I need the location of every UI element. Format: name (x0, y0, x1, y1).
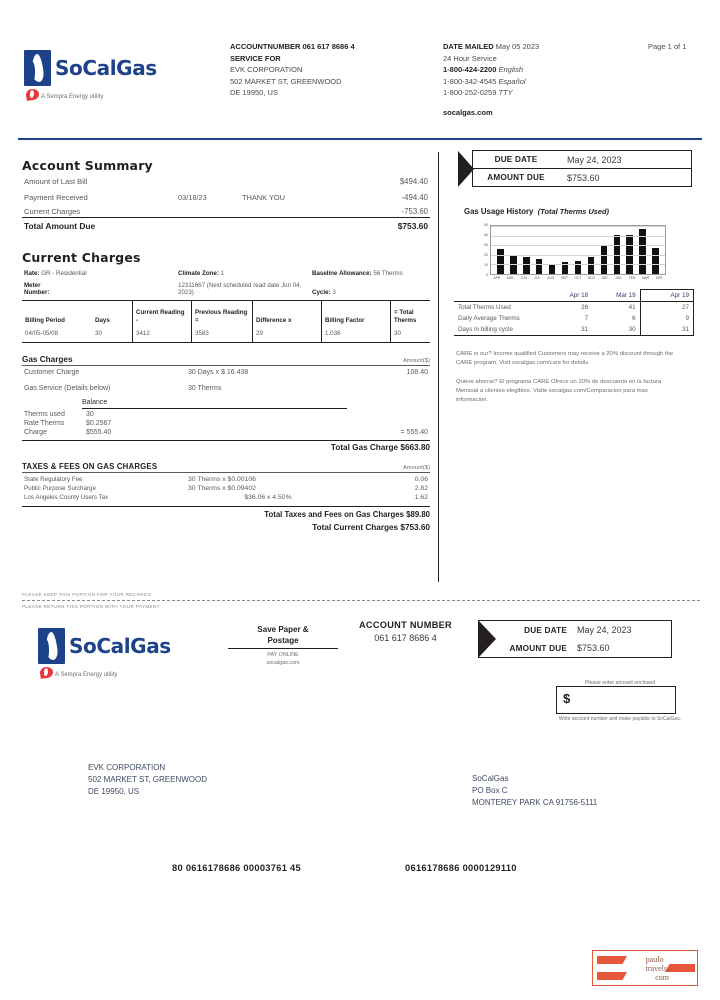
meter-cell (22, 278, 176, 297)
table-row (454, 324, 694, 336)
chart-gridline (491, 236, 665, 237)
socalgas-logo (24, 50, 157, 100)
billing-period-table (22, 300, 430, 343)
table-row (22, 203, 430, 218)
header-divider (18, 138, 702, 140)
taxes-title: TAXES & FEES ON GAS CHARGES (22, 462, 158, 471)
stub-customer-address-1: 502 MARKET ST, GREENWOOD (88, 775, 207, 784)
chart-y-tick: 10 (484, 263, 488, 267)
col-previous-reading: Previous Reading = (192, 301, 253, 326)
customer-charge-calc: 30 Days x $ 16.438 (188, 369, 249, 376)
summary-label: Amount of Last Bill (24, 177, 88, 186)
customer-charge-amount: 108.40 (406, 369, 428, 376)
amount-enclosed-input[interactable] (556, 686, 676, 714)
usage-cell: 31 (545, 324, 592, 336)
cell-current-reading: 3412 (133, 325, 192, 343)
chart-gridline (491, 226, 665, 227)
remit-address-1: PO Box C (472, 786, 508, 795)
gas-detail-table (22, 410, 430, 437)
total-due-amount: $753.60 (354, 218, 430, 233)
usage-cell: 27 (640, 302, 693, 314)
phone-spanish-row (443, 76, 623, 88)
chart-y-axis (476, 225, 489, 275)
customer-name: EVK CORPORATION (230, 65, 303, 74)
socalgas-logo-stub (38, 628, 171, 678)
chart-bar (549, 264, 556, 274)
stub-account-number-value: 061 617 8686 4 (374, 633, 437, 643)
customer-address-2: DE 19950, US (230, 88, 278, 97)
table-row (22, 475, 430, 484)
table-row-total (22, 218, 430, 233)
brand-name-stub: SoCalGas (69, 634, 171, 658)
total-taxes-row (22, 510, 430, 519)
usage-row-label: Daily Average Therms (458, 315, 520, 322)
col-total-therms: = Total Therms (391, 301, 431, 326)
date-mailed-label: DATE MAILED (443, 42, 494, 51)
date-mailed-value: May 05 2023 (495, 42, 540, 51)
chart-x-tick: MAY (506, 276, 514, 280)
amount-due-row (473, 168, 691, 186)
watermark-line-3: com (655, 973, 669, 982)
cell-billing-factor: 1.036 (322, 325, 391, 343)
pay-online-label: PAY ONLINE (267, 652, 299, 658)
tax-calc: $36.06 x 4.50% (244, 494, 292, 501)
summary-note (240, 203, 354, 218)
stub-customer-name: EVK CORPORATION (88, 763, 166, 772)
save-paper-line1: Save Paper & (257, 625, 309, 634)
summary-date (176, 203, 240, 218)
meter-value-cell (176, 278, 310, 297)
chart-bar (601, 245, 608, 274)
chart-y-tick: 40 (484, 233, 488, 237)
usage-col-apr18: Apr 18 (545, 290, 592, 302)
table-row (22, 493, 430, 502)
gas-charges-title: Gas Charges (22, 355, 73, 364)
table-row (22, 428, 430, 437)
tax-label: Los Angeles County Users Tax (24, 494, 109, 501)
chart-gridline (491, 264, 665, 265)
account-summary-title: Account Summary (22, 158, 153, 173)
current-charges-title: Current Charges (22, 250, 141, 265)
summary-date (176, 176, 240, 187)
chart-x-tick: SEP (561, 276, 568, 280)
phone-spanish-lang: Español (498, 76, 526, 86)
chart-x-tick: AUG (547, 276, 555, 280)
stub-customer-address-2: DE 19950, US (88, 787, 140, 796)
table-row (22, 484, 430, 493)
chart-x-tick: JUL (534, 276, 541, 280)
service-hours: 24 Hour Service (443, 53, 497, 63)
chart-y-tick: 20 (484, 253, 488, 257)
col-current-reading: Current Reading - (133, 301, 192, 326)
total-due-label: Total Amount Due (22, 218, 176, 233)
table-row (22, 269, 430, 278)
chart-bar (575, 261, 582, 274)
table-row (22, 278, 430, 297)
total-gas-charge-label: Total Gas Charge (330, 443, 399, 452)
usage-cell: 7 (584, 315, 589, 322)
phone-english[interactable]: 1-800-424-2200 (443, 65, 497, 74)
cycle-label: Cycle: (312, 289, 331, 296)
watermark-bar-3 (665, 964, 695, 972)
watermark-logo (592, 950, 698, 986)
stub-customer-address (88, 762, 207, 798)
care-english-text: CARE is our? Income qualified Customers may receive a 20% discount through the CARE program. Visit socalgas.com/care for details. (456, 351, 674, 366)
cell-billing-period: 04/05-05/08 (25, 330, 59, 337)
usage-cell: 9 (640, 313, 693, 324)
taxes-section (22, 462, 430, 532)
stub-due-date-label: DUE DATE (524, 625, 567, 635)
table-row (22, 419, 430, 428)
enter-amount-note: Please enter amount enclosed (584, 680, 656, 686)
meter-label: Meter Number: (24, 282, 50, 296)
chart-x-tick: JAN (615, 276, 622, 280)
chart-y-tick: 0 (486, 273, 488, 277)
cycle-value: 3 (332, 289, 336, 296)
chart-x-tick: FEB (628, 276, 636, 280)
sempra-tagline-text: A Sempra Energy utility (41, 94, 104, 100)
baseline-cell (310, 269, 430, 278)
watermark-text (646, 955, 669, 982)
rate-cell (22, 269, 176, 278)
chart-bars (491, 226, 665, 274)
payable-note: Write account number and make payable to SoCalGas. (558, 716, 682, 722)
sempra-swirl-icon (39, 666, 53, 679)
rate-value: GR - Residential (41, 270, 87, 277)
chart-x-tick: OCT (574, 276, 582, 280)
chart-subtitle: (Total Therms Used) (537, 207, 609, 216)
table-row (22, 410, 430, 419)
page-number: Page 1 of 1 (648, 42, 687, 51)
cell-difference: 29 (253, 325, 322, 343)
tax-label: Public Purpose Surcharge (24, 485, 96, 492)
account-number-line: ACCOUNTNUMBER 061 617 8686 4 (230, 42, 355, 51)
rate-label: Rate: (24, 270, 40, 277)
rate-therms-label: Rate Therms (24, 420, 65, 427)
charge-value: $555.40 (86, 429, 112, 436)
stub-amount-due-value: $753.60 (577, 643, 610, 653)
customer-charge-label: Customer Charge (24, 369, 80, 376)
cycle-cell (310, 278, 430, 297)
watermark-line-1: paulo (645, 955, 664, 964)
phone-english-lang: English (498, 65, 524, 74)
summary-note: THANK YOU (242, 193, 285, 202)
summary-note (240, 176, 354, 187)
chart-x-tick: NOV (587, 276, 596, 280)
page-header (0, 28, 720, 140)
watermark-bar-1 (597, 956, 627, 964)
sempra-tagline-text-stub: A Sempra Energy utility (55, 672, 118, 678)
remit-name: SoCalGas (472, 774, 509, 783)
stub-due-date-value: May 24, 2023 (577, 625, 632, 635)
total-gas-charge-amount: $663.80 (400, 443, 430, 452)
brand-name: SoCalGas (55, 56, 157, 80)
chart-y-tick: 30 (484, 243, 488, 247)
customer-address-1: 502 MARKET ST, GREENWOOD (230, 76, 342, 86)
amount-due-label: AMOUNT DUE (487, 173, 545, 182)
col-billing-factor: Billing Factor (322, 301, 391, 326)
taxes-amount-header: Amount($) (402, 465, 430, 471)
payment-stub (22, 592, 700, 609)
care-spanish-text: Quiere ahorrar? El programa CARE Ofrece un 20% de descuento en la factura Mensual a clientes elegibles. Visite socalgas.com/Comparacion para mas informacion. (456, 379, 662, 403)
chart-x-tick: MAR (641, 276, 650, 280)
chart-x-axis (490, 276, 666, 287)
dollar-sign: $ (563, 691, 571, 706)
baseline-label: Baseline Allowance: (312, 270, 372, 277)
sempra-tagline-stub (38, 667, 171, 678)
total-current-label: Total Current Charges (312, 523, 399, 532)
stub-account-number-block (318, 620, 493, 643)
usage-cell: 30 (592, 324, 640, 336)
summary-amount: $494.40 (399, 177, 428, 186)
taxes-table (22, 475, 430, 502)
table-row (454, 313, 694, 324)
stub-amount-due-row (479, 639, 671, 657)
stub-account-number-label: ACCOUNT NUMBER (358, 620, 452, 630)
chart-plot-area (490, 225, 666, 275)
table-row (22, 368, 430, 377)
usage-cell: 6 (632, 315, 636, 322)
gas-service-calc: 30 Therms (188, 385, 222, 392)
stub-amount-due-label: AMOUNT DUE (509, 643, 567, 653)
table-row (22, 176, 430, 187)
chart-x-tick: APR (493, 276, 501, 280)
table-row (22, 325, 430, 343)
rate-info-table (22, 269, 430, 297)
due-date-row (473, 151, 691, 168)
meter-value: 12311667 (Next scheduled read date Jun 04, 2023) (178, 282, 302, 296)
climate-zone-label: Climate Zone: (178, 270, 219, 277)
therms-used-label: Therms used (24, 411, 65, 418)
sempra-swirl-icon (25, 88, 39, 101)
col-billing-period: Billing Period (25, 316, 65, 324)
tear-line (22, 600, 700, 601)
website-link[interactable]: socalgas.com (443, 107, 493, 117)
charges-column (22, 158, 430, 532)
therms-used-value: 30 (86, 411, 94, 418)
scanline-left: 80 0616178686 00003761 45 (172, 863, 301, 873)
table-row (22, 377, 430, 393)
chart-bar (652, 248, 659, 274)
tax-amount: 1.62 (414, 494, 428, 501)
summary-date: 03/18/23 (178, 193, 207, 202)
tax-calc: 30 Therms x $0.09402 (188, 485, 256, 492)
chart-bar (497, 249, 504, 274)
total-taxes-amount: $89.80 (406, 510, 430, 519)
return-portion-notice: PLEASE RETURN THIS PORTION WITH YOUR PAYMENT (22, 604, 160, 609)
sempra-tagline (24, 89, 157, 100)
socalgas-flame-icon (38, 628, 65, 664)
gas-usage-chart-title (464, 201, 700, 219)
watermark-line-2: travels. (645, 964, 669, 973)
remit-address (472, 773, 597, 809)
summary-amount: -494.40 (401, 193, 428, 202)
chart-x-tick: APR (655, 276, 663, 280)
usage-history-table (454, 289, 694, 336)
charge-label: Charge (24, 429, 47, 436)
total-gas-charge-row (22, 443, 430, 452)
climate-zone-cell (176, 269, 310, 278)
rate-therms-value: $0.2567 (86, 420, 112, 427)
save-paper-line2: Postage (267, 636, 299, 645)
phone-tty[interactable]: 1-800-252-0259 (443, 88, 497, 97)
stub-due-box (478, 620, 672, 658)
gas-charges-amount-header: Amount($) (402, 358, 430, 364)
phone-spanish[interactable]: 1-800-342-4545 (443, 76, 497, 86)
chart-gridline (491, 255, 665, 256)
tax-calc: 30 Therms x $0.00106 (188, 476, 256, 483)
cell-total-therms: 30 (391, 325, 431, 343)
usage-col-apr19: Apr 19 (640, 290, 693, 302)
summary-column (452, 150, 700, 405)
chart-x-tick: DEC (601, 276, 609, 280)
cell-previous-reading: 3583 (192, 325, 253, 343)
contact-block (443, 41, 623, 118)
amount-enclosed-block (556, 680, 684, 723)
table-row (22, 187, 430, 203)
chart-y-tick: 50 (484, 223, 488, 227)
phone-tty-lang: TTY (498, 88, 513, 97)
table-header-row (22, 301, 430, 326)
date-mailed-row (443, 41, 623, 53)
usage-cell: 31 (640, 324, 693, 336)
total-current-amount: $753.60 (400, 523, 430, 532)
summary-label: Payment Received (24, 193, 88, 202)
chart-x-tick: JUN (520, 276, 528, 280)
service-for-block (230, 41, 435, 99)
chart-bar (536, 259, 543, 274)
phone-tty-row (443, 87, 623, 99)
summary-label: Current Charges (24, 207, 81, 216)
usage-row-label: Days in billing cycle (454, 324, 545, 336)
socalgas-flame-icon (24, 50, 51, 86)
remit-address-2: MONTEREY PARK CA 91756-5111 (472, 798, 598, 807)
col-difference: Difference x (253, 301, 322, 326)
gas-service-label: Gas Service (Details below) (24, 385, 111, 392)
usage-row-label: Total Therms Used (458, 304, 511, 311)
tax-amount: 0.06 (414, 476, 428, 483)
save-paper-rule (228, 648, 338, 649)
due-date-label: DUE DATE (494, 155, 538, 164)
due-date-box (472, 150, 692, 187)
summary-amount: -753.60 (401, 207, 428, 216)
watermark-bar-2 (597, 972, 627, 980)
keep-portion-notice: PLEASE KEEP THIS PORTION FOR YOUR RECORDS (22, 592, 152, 597)
column-divider (438, 152, 439, 582)
due-arrow-icon (458, 151, 474, 187)
chart-gridline (491, 245, 665, 246)
col-days: Days (95, 316, 110, 324)
usage-cell: 41 (628, 304, 636, 311)
total-taxes-label: Total Taxes and Fees on Gas Charges (264, 510, 404, 519)
gas-charges-table (22, 368, 430, 393)
stub-due-date-row (479, 621, 671, 639)
tax-label: State Regulatory Fee (24, 476, 83, 483)
total-current-row (22, 523, 430, 532)
service-for-label: SERVICE FOR (230, 53, 281, 63)
usage-cell: 26 (581, 304, 589, 311)
usage-col-mar19: Mar 19 (592, 290, 640, 302)
table-header-row (454, 290, 694, 302)
table-row (454, 302, 694, 314)
balance-label: Balance (82, 399, 108, 406)
scanline-right: 0616178686 0000129110 (405, 863, 517, 873)
chart-title: Gas Usage History (464, 207, 534, 216)
amount-due-value: $753.60 (567, 172, 600, 183)
gas-usage-chart (476, 225, 666, 287)
gas-charges-section (22, 355, 430, 452)
charge-amount: = 555.40 (400, 429, 428, 436)
usage-col-blank (454, 290, 545, 302)
climate-zone-value: 1 (220, 270, 225, 277)
account-summary-table (22, 176, 430, 232)
baseline-value: 56 Therms (373, 270, 403, 277)
cell-days: 30 (95, 330, 102, 337)
due-date-value: May 24, 2023 (567, 154, 622, 165)
tax-amount: 2.82 (414, 485, 428, 492)
phone-english-row (443, 64, 623, 76)
pay-online-url[interactable]: socalgas.com (266, 659, 300, 666)
